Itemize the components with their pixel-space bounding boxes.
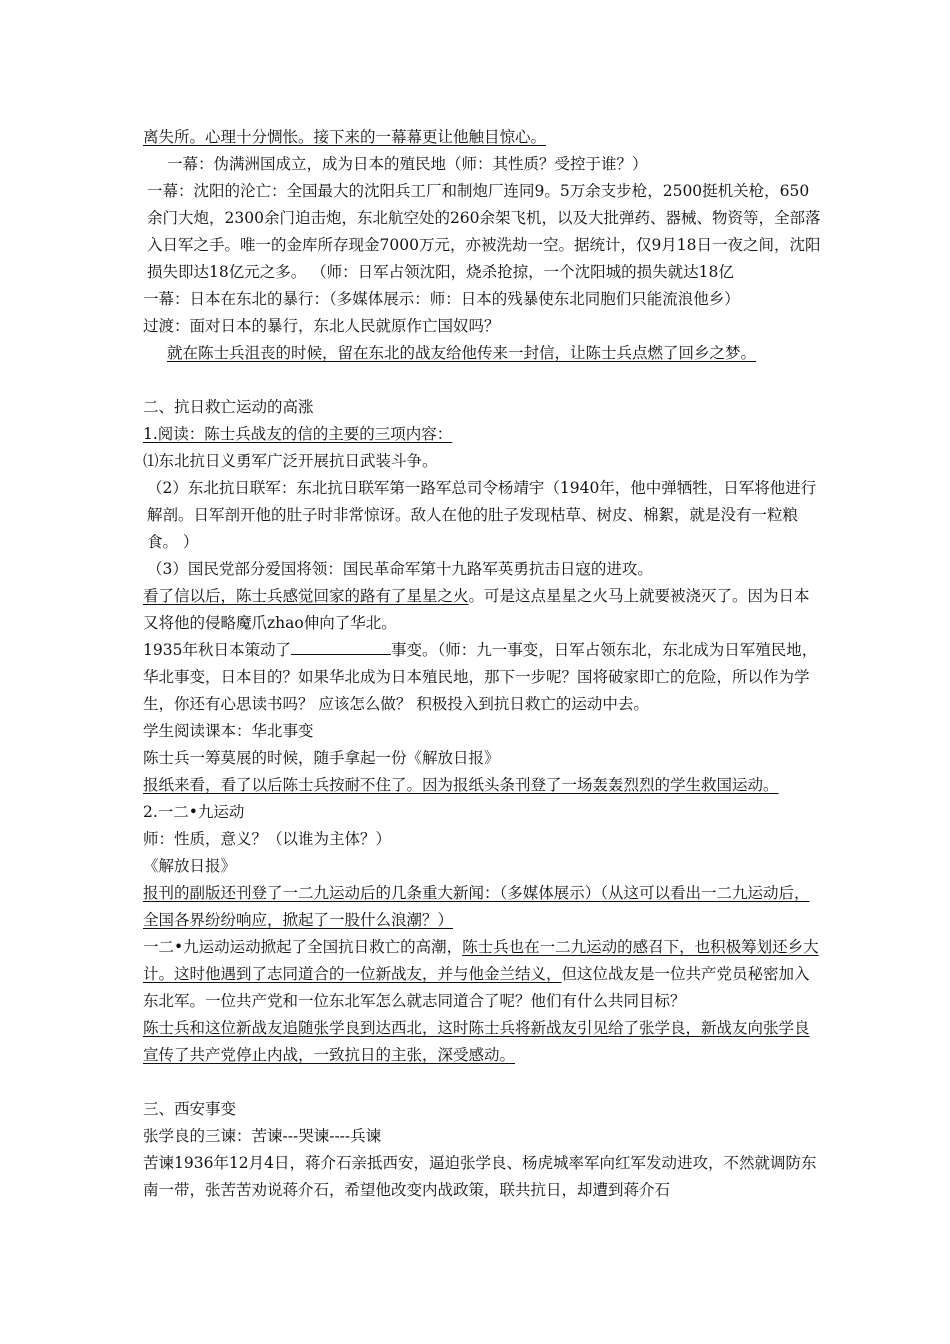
- scene-atrocities: 一幕：日本在东北的暴行：（多媒体展示：师：日本的残暴使东北同胞们只能流浪他乡）: [143, 290, 740, 308]
- comrade-rest: 但这位战友是一位共产党员秘密加入东北军。一位共产党和一位东北军怎么就志同道合了呢？他们有什么共同目标？: [143, 965, 810, 1010]
- newspaper-headline: 报纸来看，看了以后陈士兵按耐不住了。因为报纸头条刊登了一场轰轰烈烈的学生救国运动。: [143, 776, 779, 794]
- paragraph-kujian: 苦谏1936年12月4日，蒋介石亲抵西安，逼迫张学良、杨虎城率军向红军发动进攻，不然就调防东南一带，张苦苦劝说蒋介石，希望他改变内战政策，联共抗日，却遭到蒋介石: [143, 1154, 817, 1199]
- subsection-reading: 1.阅读：陈士兵战友的信的主要的三项内容：: [143, 425, 453, 443]
- paragraph-intro-end: 离失所。心理十分惆怅。接下来的一幕幕更让他触目惊心。: [143, 128, 547, 146]
- transition-text: 过渡：面对日本的暴行，东北人民就原作亡国奴吗？: [143, 317, 500, 335]
- scene-shenyang: 一幕：沈阳的沦亡：全国最大的沈阳兵工厂和制炮厂连同9。5万余支步枪，2500挺机关枪，650余门大炮，2300余门迫击炮，东北航空处的260余架飞机，以及大批弹药、器械、物资等，全部落入日军之手。唯一的金库所存现金7000万元，亦被洗劫一空。据统计，仅9月18日一夜之间，沈阳损失即达18亿元之多。 （师：日军占领沈阳，烧杀抢掠，一个沈阳城的损失就达18亿: [147, 182, 821, 281]
- scene-manchukuo: 一幕：伪满洲国成立，成为日本的殖民地（师：其性质？受控于谁？）: [167, 155, 648, 173]
- section-heading-2: 二、抗日救亡运动的高涨: [143, 398, 314, 416]
- document-page: [143, 124, 823, 1204]
- comrade-underlined: 陈士兵也在一二九运动的感召下，也积极筹划还乡大计。这时他遇到了志同道合的一位新战友，并与他金兰结义，: [143, 938, 819, 983]
- letter-point-3: （3）国民党部分爱国将领：国民革命军第十九路军英勇抗击日寇的进攻。: [147, 560, 653, 578]
- north-china-rest: 事变。（师：九一事变，日军占领东北，东北成为日军殖民地，华北事变，日本目的？如果华北成为日本殖民地，那下一步呢？国将破家即亡的危险，所以作为学生，你还有心思读书吗？ 应该怎么做？ 积极投入到抗日救亡的运动中去。: [143, 641, 818, 713]
- starfire-underlined: 看了信以后，陈士兵感觉回家的路有了星星之火: [143, 587, 469, 605]
- comrade-lead: 一二•九运动运动掀起了全国抗日救亡的高潮，: [143, 938, 463, 956]
- paragraph-news: [143, 880, 823, 934]
- newspaper-title: 《解放日报》: [143, 857, 237, 875]
- three-remonstrations: 张学良的三谏：苦谏---哭谏----兵谏: [143, 1127, 382, 1145]
- letter-intro: 就在陈士兵沮丧的时候，留在东北的战友给他传来一封信，让陈士兵点燃了回乡之梦。: [167, 344, 757, 362]
- subsection-129: 2.一二•九运动: [143, 803, 245, 821]
- news-question: （从这可以看出一二九运动后，全国各界纷纷响应，掀起了一股什么浪潮？）: [143, 884, 810, 929]
- spacer: [143, 367, 823, 394]
- section-heading-3: 三、西安事变: [143, 1100, 237, 1118]
- fill-in-blank[interactable]: [291, 640, 391, 655]
- news-underlined: 报刊的副版还刊登了一二九运动后的几条重大新闻：（多媒体展示）: [143, 884, 601, 902]
- letter-point-2: （2）东北抗日联军：东北抗日联军第一路军总司令杨靖宇（1940年，他中弹牺牲，日军将他进行解剖。日军剖开他的肚子时非常惊讶。敌人在他的肚子发现枯草、树皮、棉絮，就是没有一粒粮食。 ）: [147, 479, 817, 551]
- paragraph-north-china: [143, 637, 823, 718]
- student-reading: 学生阅读课本：华北事变: [143, 722, 314, 740]
- paragraph-starfire: [143, 583, 823, 637]
- paragraph-new-comrade: [143, 934, 823, 1015]
- teacher-question: 师：性质，意义？（以谁为主体？）: [143, 830, 392, 848]
- newspaper-pickup: 陈士兵一筹莫展的时候，随手拿起一份《解放日报》: [143, 749, 500, 767]
- letter-point-1: ⑴东北抗日义勇军广泛开展抗日武装斗争。: [143, 452, 438, 470]
- starfire-rest: 。可是这点星星之火马上就要被浇灭了。因为日本又将他的侵略魔爪zhao伸向了华北。: [143, 587, 810, 632]
- north-china-lead: 1935年秋日本策动了: [143, 641, 291, 659]
- spacer: [143, 1069, 823, 1096]
- paragraph-zhang-xueliang: 陈士兵和这位新战友追随张学良到达西北，这时陈士兵将新战友引见给了张学良，新战友向张学良宣传了共产党停止内战，一致抗日的主张，深受感动。: [143, 1019, 810, 1064]
